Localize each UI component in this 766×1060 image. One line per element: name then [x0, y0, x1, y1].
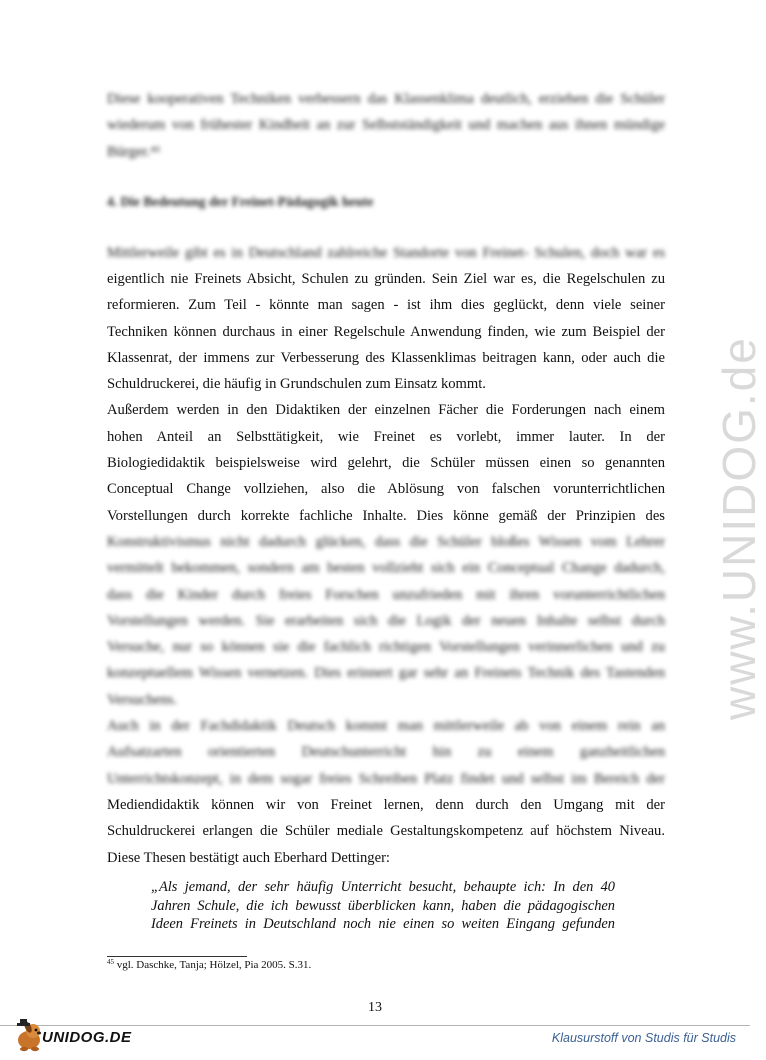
block-quote — [151, 878, 615, 934]
footnote-text: vgl. Daschke, Tanja; Hölzel, Pia 2005. S.31. — [114, 959, 312, 971]
text-line: konzeptuellem Wissen vernetzen. Dies erinnert gar sehr an Freinets Technik des Tastenden — [107, 665, 665, 682]
text-line: Conceptual Change vollziehen, also die Ablösung von falschen vorunterrichtlichen — [107, 481, 665, 498]
text-line: Vorstellungen durch korrekte fachliche Inhalte. Dies könne gemäß der Prinzipien des — [107, 507, 665, 524]
text-line: Vorstellungen werden. Sie erarbeiten sich die Logik der neuen Inhalte selbst durch — [107, 612, 665, 629]
text-line: Schuldruckerei erlangen die Schüler mediale Gestaltungskompetenz auf höchstem Niveau. — [107, 823, 665, 840]
paragraph-visible-2 — [107, 792, 665, 871]
text-line: Bürger.⁴⁵ — [107, 143, 161, 160]
text-line: Versuche, nur so können sie die fachlich richtigen Vorstellungen verinnerlichen und zu — [107, 639, 665, 656]
text-line: Diese kooperativen Techniken verbessern das Klassenklima deutlich, erziehen die Schüler — [107, 91, 665, 107]
text-line: Biologiedidaktik beispielsweise wird gelehrt, die Schüler müssen einen so genannten — [107, 455, 665, 472]
footnote — [107, 958, 311, 971]
text-line: Techniken können durchaus in einer Regelschule Anwendung finden, wie zum Beispiel der — [107, 323, 665, 340]
quote-line: Ideen Freinets in Deutschland noch nie einen so weiten Eingang gefunden — [151, 916, 615, 933]
text-line: Schuldruckerei, die häufig in Grundschulen zum Einsatz kommt. — [107, 376, 486, 393]
text-line: hohen Anteil an Selbsttätigkeit, wie Freinet es vorlebt, immer lauter. In der — [107, 428, 665, 445]
paragraph-blurred-2 — [107, 240, 665, 266]
text-line: dass die Kinder durch freies Forschen unzufrieden mit ihren vorunterrichtlichen — [107, 586, 665, 603]
text-line: Konstruktivismus nicht dadurch glücken, dass die Schüler bloßes Wissen vom Lehrer — [107, 534, 665, 550]
footnote-divider — [107, 956, 247, 957]
paragraph-blurred-3 — [107, 529, 665, 792]
watermark: www.UNIDOG.de — [713, 336, 765, 720]
text-line: Auch in der Fachdidaktik Deutsch kommt man mittlerweile ab von einem rein an — [107, 718, 665, 735]
text-line: Unterrichtskonzept, in dem sogar freies Schreiben Platz findet und selbst im Bereich der — [107, 770, 665, 787]
text-line: Außerdem werden in den Didaktiken der einzelnen Fächer die Forderungen nach einem — [107, 402, 665, 419]
text-line: Versuchens. — [107, 691, 178, 708]
paragraph-blurred-1 — [107, 86, 665, 165]
text-line: Mittlerweile gibt es in Deutschland zahlreiche Standorte von Freinet- Schulen, doch war es — [107, 245, 665, 261]
footnote-number: 45 — [107, 958, 114, 966]
paragraph-visible-1 — [107, 266, 665, 529]
footer-tagline: Klausurstoff von Studis für Studis — [551, 1031, 736, 1045]
page-number: 13 — [368, 1000, 382, 1015]
text-line: Mediendidaktik können wir von Freinet lernen, denn durch den Umgang mit der — [107, 797, 665, 813]
text-line: eigentlich nie Freinets Absicht, Schulen zu gründen. Sein Ziel war es, die Regelschulen zu — [107, 271, 665, 287]
text-line: Diese Thesen bestätigt auch Eberhard Dettinger: — [107, 849, 390, 866]
quote-line: „Als jemand, der sehr häufig Unterricht besucht, behaupte ich: In den 40 — [151, 879, 615, 895]
text-line: vermittelt bekommen, sondern am besten vollzieht sich ein Conceptual Change dadurch, — [107, 560, 665, 577]
text-line: wiederum von frühester Kindheit an zur Selbstständigkeit und machen aus ihnen mündige — [107, 117, 665, 134]
brand-wordmark: UNIDOG.DE — [42, 1029, 132, 1046]
quote-line: Jahren Schule, die ich bewusst überblicken kann, haben die pädagogischen — [151, 897, 615, 914]
section-heading: 4. Die Bedeutung der Freinet-Pädagogik heute — [107, 194, 374, 209]
text-line: reformieren. Zum Teil - könnte man sagen - ist ihm dies geglückt, denn viele seiner — [107, 297, 665, 314]
text-line: Aufsatzarten orientierten Deutschunterricht hin zu einem ganzheitlichen — [107, 744, 665, 761]
text-line: Klassenrat, der immens zur Verbesserung des Klassenklimas beitragen kann, oder auch die — [107, 349, 665, 366]
